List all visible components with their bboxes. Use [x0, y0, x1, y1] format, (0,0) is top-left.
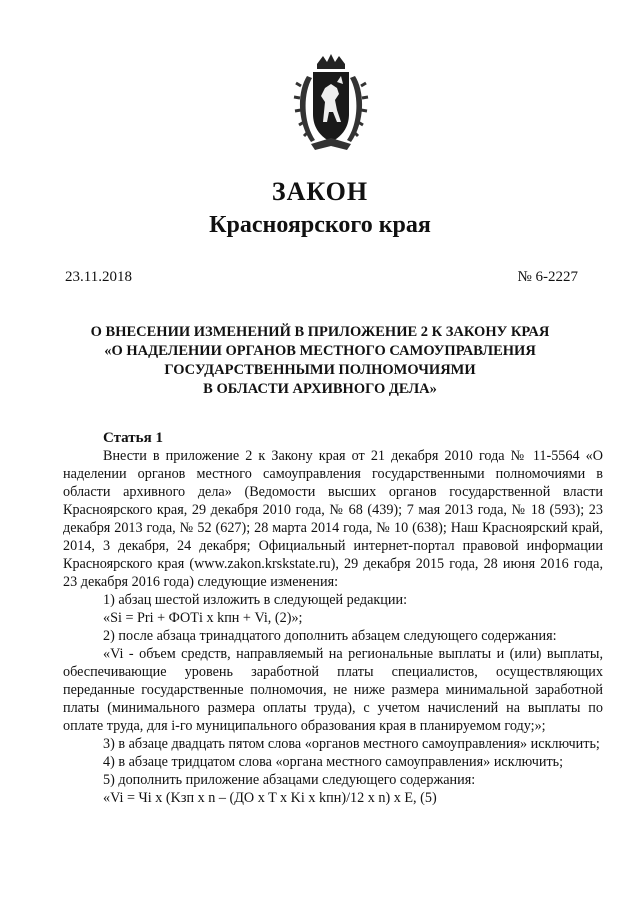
title-line: О ВНЕСЕНИИ ИЗМЕНЕНИЙ В ПРИЛОЖЕНИЕ 2 К ЗАКОНУ КРАЯ: [90, 324, 550, 340]
amendment-item-2: 2) после абзаца тринадцатого дополнить абзацем следующего содержания:: [103, 628, 557, 644]
document-type: ЗАКОН: [271, 177, 369, 206]
title-line: «О НАДЕЛЕНИИ ОРГАНОВ МЕСТНОГО САМОУПРАВЛЕНИЯ: [104, 343, 536, 359]
document-date: 23.11.2018: [65, 269, 132, 285]
document-issuer: Красноярского края: [209, 212, 431, 238]
coat-of-arms-icon: [293, 52, 369, 156]
amendment-item-1: 1) абзац шестой изложить в следующей редакции:: [103, 592, 408, 608]
amendment-item-5: 5) дополнить приложение абзацами следующего содержания:: [103, 772, 476, 788]
vi-definition: «Vi - объем средств, направляемый на региональные выплаты и (или) выплаты, обеспечивающие уровень заработной платы специалистов, осуществляющих переданные государственные полномочия, не ниже размера минимальной заработной платы (минимального размера оплаты труда), с учетом начислений на выплаты по оплате труда, для i-го муниципального образования края в планируемом году;»;: [63, 646, 603, 734]
document-number: № 6-2227: [517, 269, 578, 285]
document-title: [40, 323, 600, 399]
amendment-item-3: 3) в абзаце двадцать пятом слова «органов местного самоуправления» исключить;: [103, 736, 600, 752]
title-line: ГОСУДАРСТВЕННЫМИ ПОЛНОМОЧИЯМИ: [164, 362, 476, 378]
formula-si: «Si = Pri + ФОТi x kпн + Vi, (2)»;: [103, 610, 303, 626]
title-line: В ОБЛАСТИ АРХИВНОГО ДЕЛА»: [203, 381, 437, 397]
article-body: [63, 447, 603, 807]
formula-vi: «Vi = Чi x (Kзп x n – (ДО x T x Ki x kпн)/12 x n) x E, (5): [103, 790, 437, 806]
amendment-item-4: 4) в абзаце тридцатом слова «органа местного самоуправления» исключить;: [103, 754, 564, 770]
article-intro: Внести в приложение 2 к Закону края от 21 декабря 2010 года № 11-5564 «О наделении органов местного самоуправления государственными полномочиями в области архивного дела» (Ведомости высших органов государственной власти Красноярского края, 29 декабря 2010 года, № 68 (439); 7 мая 2013 года, № 18 (593); 23 декабря 2013 года, № 52 (627); 28 марта 2014 года, № 10 (638); Наш Красноярский край, 2014, 3 декабря, 24 декабря; Официальный интернет-портал правовой информации Красноярского края (www.zakon.krskstate.ru), 29 декабря 2015 года, 28 июня 2016 года, 23 декабря 2016 года) следующие изменения:: [63, 448, 603, 590]
article-heading: Статья 1: [103, 430, 163, 446]
